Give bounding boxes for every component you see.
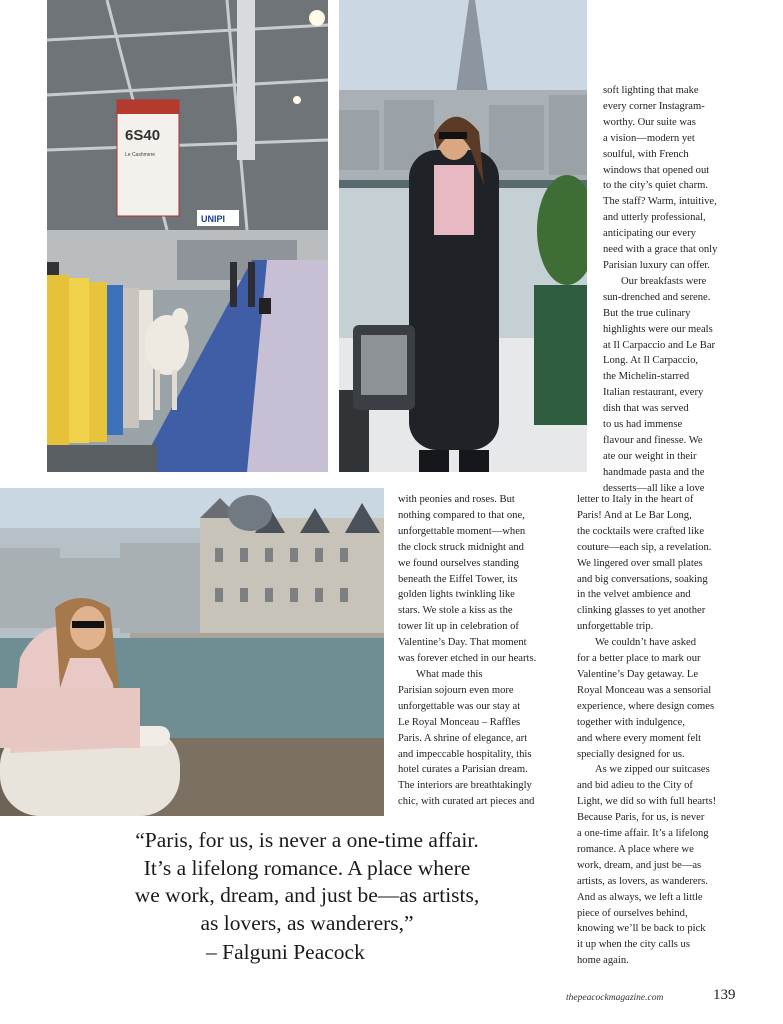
article-line: unforgettable was our stay at <box>398 700 521 712</box>
article-line: for a better place to mark our <box>577 653 701 665</box>
article-line: the clock struck midnight and <box>398 541 524 553</box>
article-line: unforgettable trip. <box>577 621 654 633</box>
article-column-right-top <box>603 83 781 497</box>
article-line: couture—each sip, a revelation. <box>577 541 712 553</box>
article-line: Le Royal Monceau – Raffles <box>398 716 521 728</box>
article-line: Valentine’s Day. That moment <box>398 637 527 649</box>
article-line: soft lighting that make <box>603 85 699 96</box>
quote-author: – Falguni Peacock <box>206 940 365 964</box>
article-line: together with indulgence, <box>577 716 685 728</box>
article-line: the Michelin-starred <box>603 371 690 383</box>
eiffel-tower-portrait-photo <box>339 0 587 472</box>
article-line: artists, as lovers, as wanderers. <box>577 875 708 887</box>
article-line: was forever etched in our hearts. <box>398 653 537 665</box>
article-line: highlights were our meals <box>603 323 713 335</box>
article-line: and utterly professional, <box>603 212 706 224</box>
article-line: Paris. A shrine of elegance, art <box>398 732 528 744</box>
article-column-right-bottom <box>577 492 781 969</box>
pull-quote-line: It’s a lifelong romance. A place where <box>143 855 471 880</box>
article-line: Royal Monceau was a sensorial <box>577 684 712 696</box>
expo-hall-photo <box>47 0 328 472</box>
expo-sign-name: Le Cashmere <box>125 152 156 158</box>
expo-sign-number: 6S40 <box>125 127 161 144</box>
article-line: soulful, with French <box>603 148 689 160</box>
page-number: 139 <box>713 987 736 1003</box>
article-line: As we zipped our suitcases <box>595 764 710 776</box>
article-line: Valentine’s Day getaway. Le <box>577 668 699 680</box>
article-line: a one-time affair. It’s a lifelong <box>577 828 709 840</box>
article-line: Long. At Il Carpaccio, <box>603 355 699 367</box>
article-line: tower lit up in celebration of <box>398 621 519 633</box>
article-line: clinking glasses to yet another <box>577 605 706 617</box>
article-line: and bid adieu to the City of <box>577 780 693 792</box>
article-line: What made this <box>416 668 483 680</box>
article-line: beneath the Eiffel Tower, its <box>398 573 518 585</box>
article-line: golden lights twinkling like <box>398 589 515 601</box>
article-line: sun-drenched and serene. <box>603 291 711 303</box>
article-line: Paris! And at Le Bar Long, <box>577 509 692 521</box>
article-line: a vision—modern yet <box>603 132 695 144</box>
seine-illustration <box>0 488 384 816</box>
article-line: Italian restaurant, every <box>603 387 704 399</box>
article-line: and where every moment felt <box>577 732 702 744</box>
article-line: specially designed for us. <box>577 748 685 760</box>
article-line: piece of ourselves behind, <box>577 907 688 919</box>
article-line: chic, with curated art pieces and <box>398 796 535 808</box>
article-line: Because Paris, for us, is never <box>577 812 705 824</box>
article-line: The interiors are breathtakingly <box>398 780 532 792</box>
article-line: desserts—all like a love <box>603 482 705 494</box>
magazine-website: thepeacockmagazine.com <box>566 993 664 1003</box>
article-line: We lingered over small plates <box>577 557 703 569</box>
article-line: knowing we’ll be back to pick <box>577 923 706 935</box>
article-line: ate our weight in their <box>603 450 697 462</box>
article-line: flavour and finesse. We <box>603 434 703 446</box>
article-line: every corner Instagram- <box>603 100 705 112</box>
article-line: work, dream, and just be—as <box>577 859 702 871</box>
article-line: with peonies and roses. But <box>398 494 515 505</box>
article-line: But the true culinary <box>603 307 691 319</box>
article-line: dish that was served <box>603 403 689 415</box>
article-line: The staff? Warm, intuitive, <box>603 196 717 208</box>
article-line: Light, we did so with full hearts! <box>577 796 717 808</box>
seine-riverside-photo <box>0 488 384 816</box>
article-line: the cocktails were crafted like <box>577 525 705 537</box>
article-line: romance. A place where we <box>577 843 694 855</box>
article-column-middle <box>398 492 566 810</box>
pull-quote-line: “Paris, for us, is never a one-time affair. <box>135 828 479 852</box>
article-line: home again. <box>577 955 629 967</box>
article-line: it up when the city calls us <box>577 939 690 951</box>
article-line: We couldn’t have asked <box>595 637 697 649</box>
article-line: and big conversations, soaking <box>577 573 708 585</box>
pull-quote-line: we work, dream, and just be—as artists, <box>134 883 480 908</box>
article-line: letter to Italy in the heart of <box>577 494 694 505</box>
article-line: to the city’s quiet charm. <box>603 180 709 192</box>
article-line: handmade pasta and the <box>603 466 705 478</box>
article-line: nothing compared to that one, <box>398 509 525 521</box>
article-line: need with a grace that only <box>603 244 718 256</box>
article-line: Our breakfasts were <box>621 275 707 287</box>
article-line: to us had immense <box>603 419 683 431</box>
article-line: Parisian sojourn even more <box>398 684 514 696</box>
article-line: at Il Carpaccio and Le Bar <box>603 339 716 351</box>
pull-quote-line: as lovers, as wanderers,” <box>200 910 414 935</box>
article-line: windows that opened out <box>603 164 710 176</box>
pull-quote <box>92 827 522 937</box>
article-line: And as always, we left a little <box>577 891 703 903</box>
eiffel-portrait-illustration <box>339 0 587 472</box>
expo-hall-illustration <box>47 0 328 472</box>
article-line: anticipating our every <box>603 228 696 240</box>
article-line: in the velvet ambience and <box>577 589 691 601</box>
article-line: stars. We stole a kiss as the <box>398 605 513 617</box>
expo-brand-sign: UNIPI <box>201 214 226 224</box>
article-line: and impeccable hospitality, this <box>398 748 532 760</box>
article-line: we found ourselves standing <box>398 557 519 569</box>
article-line: worthy. Our suite was <box>603 116 696 128</box>
article-line: hotel curates a Parisian dream. <box>398 764 528 776</box>
article-line: Parisian luxury can offer. <box>603 259 710 271</box>
article-line: unforgettable moment—when <box>398 525 526 537</box>
article-line: experience, where design comes <box>577 700 715 712</box>
